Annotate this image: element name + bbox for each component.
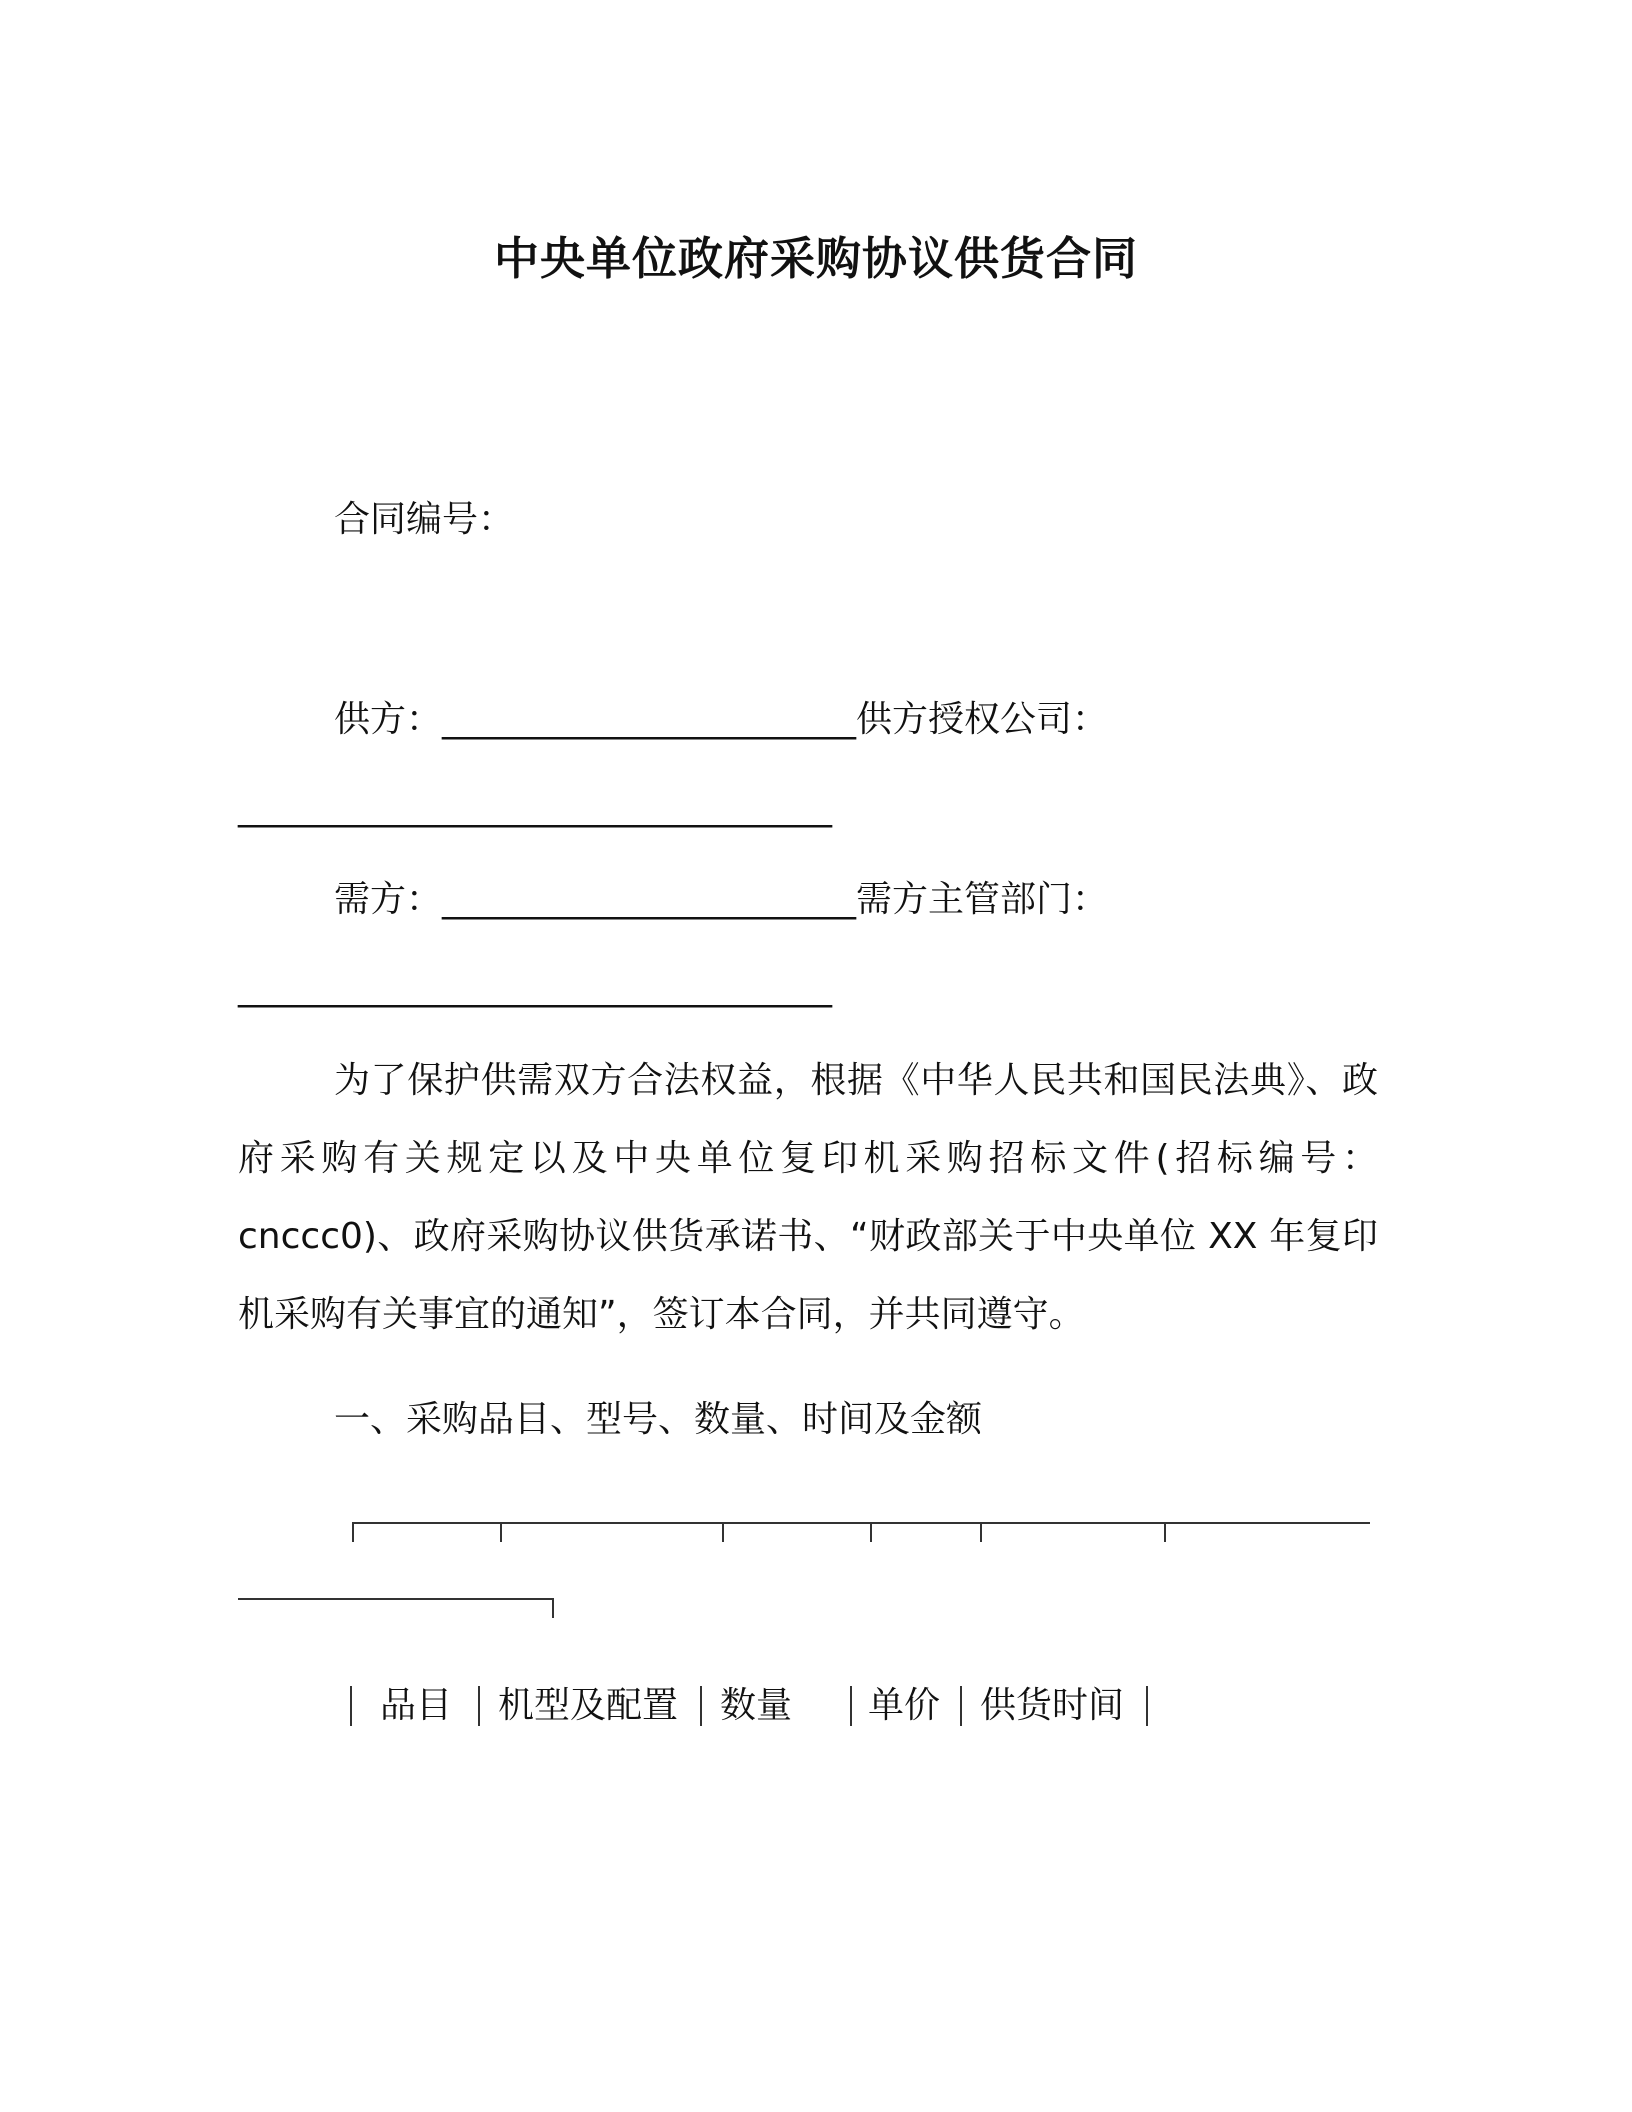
intro-paragraph: 为了保护供需双方合法权益，根据《中华人民共和国民法典》、政府采购有关规定以及中央单位复印机采购招标文件(招标编号：cnccc0)、政府采购协议供货承诺书、“财政部关于中央单位 XX 年复印机采购有关事宜的通知”，签订本合同，并共同遵守。 (238, 1060, 1378, 1335)
contract-number-label: 合同编号： (334, 499, 515, 540)
table-cell-separator (960, 1686, 962, 1726)
table-column-tick (1164, 1522, 1166, 1542)
supplier-auth-blank: _________________________________ (238, 787, 832, 828)
table-header-quantity: 数量 (720, 1685, 793, 1726)
table-column-tick (352, 1522, 354, 1542)
section-1-heading: 一、采购品目、型号、数量、时间及金额 (334, 1399, 983, 1440)
document-title: 中央单位政府采购协议供货合同 (493, 232, 1138, 285)
buyer-label: 需方： (334, 879, 443, 920)
table-cell-separator (478, 1686, 480, 1726)
table-cell-separator (350, 1686, 352, 1726)
table-header-unit-price: 单价 (868, 1685, 941, 1726)
table-header-item: 品目 (380, 1685, 453, 1726)
table-cell-separator (1146, 1686, 1148, 1726)
table-cell-separator (850, 1686, 852, 1726)
supplier-auth-label: 供方授权公司： (856, 699, 1109, 740)
supplier-line (334, 694, 1108, 746)
buyer-line (334, 874, 1108, 926)
table-column-tick (552, 1598, 554, 1618)
buyer-blank: _______________________ (442, 879, 857, 920)
supplier-label: 供方： (334, 699, 443, 740)
table-column-tick (980, 1522, 982, 1542)
table-wrapped-border (238, 1598, 554, 1600)
table-column-tick (870, 1522, 872, 1542)
table-header-model: 机型及配置 (498, 1685, 679, 1726)
buyer-dept-label: 需方主管部门： (856, 879, 1109, 920)
table-top-border (352, 1522, 1370, 1524)
table-column-tick (500, 1522, 502, 1542)
table-header-delivery-time: 供货时间 (980, 1685, 1125, 1726)
table-cell-separator (700, 1686, 702, 1726)
buyer-dept-blank: _________________________________ (238, 967, 832, 1008)
table-column-tick (722, 1522, 724, 1542)
supplier-blank: _______________________ (442, 699, 857, 740)
